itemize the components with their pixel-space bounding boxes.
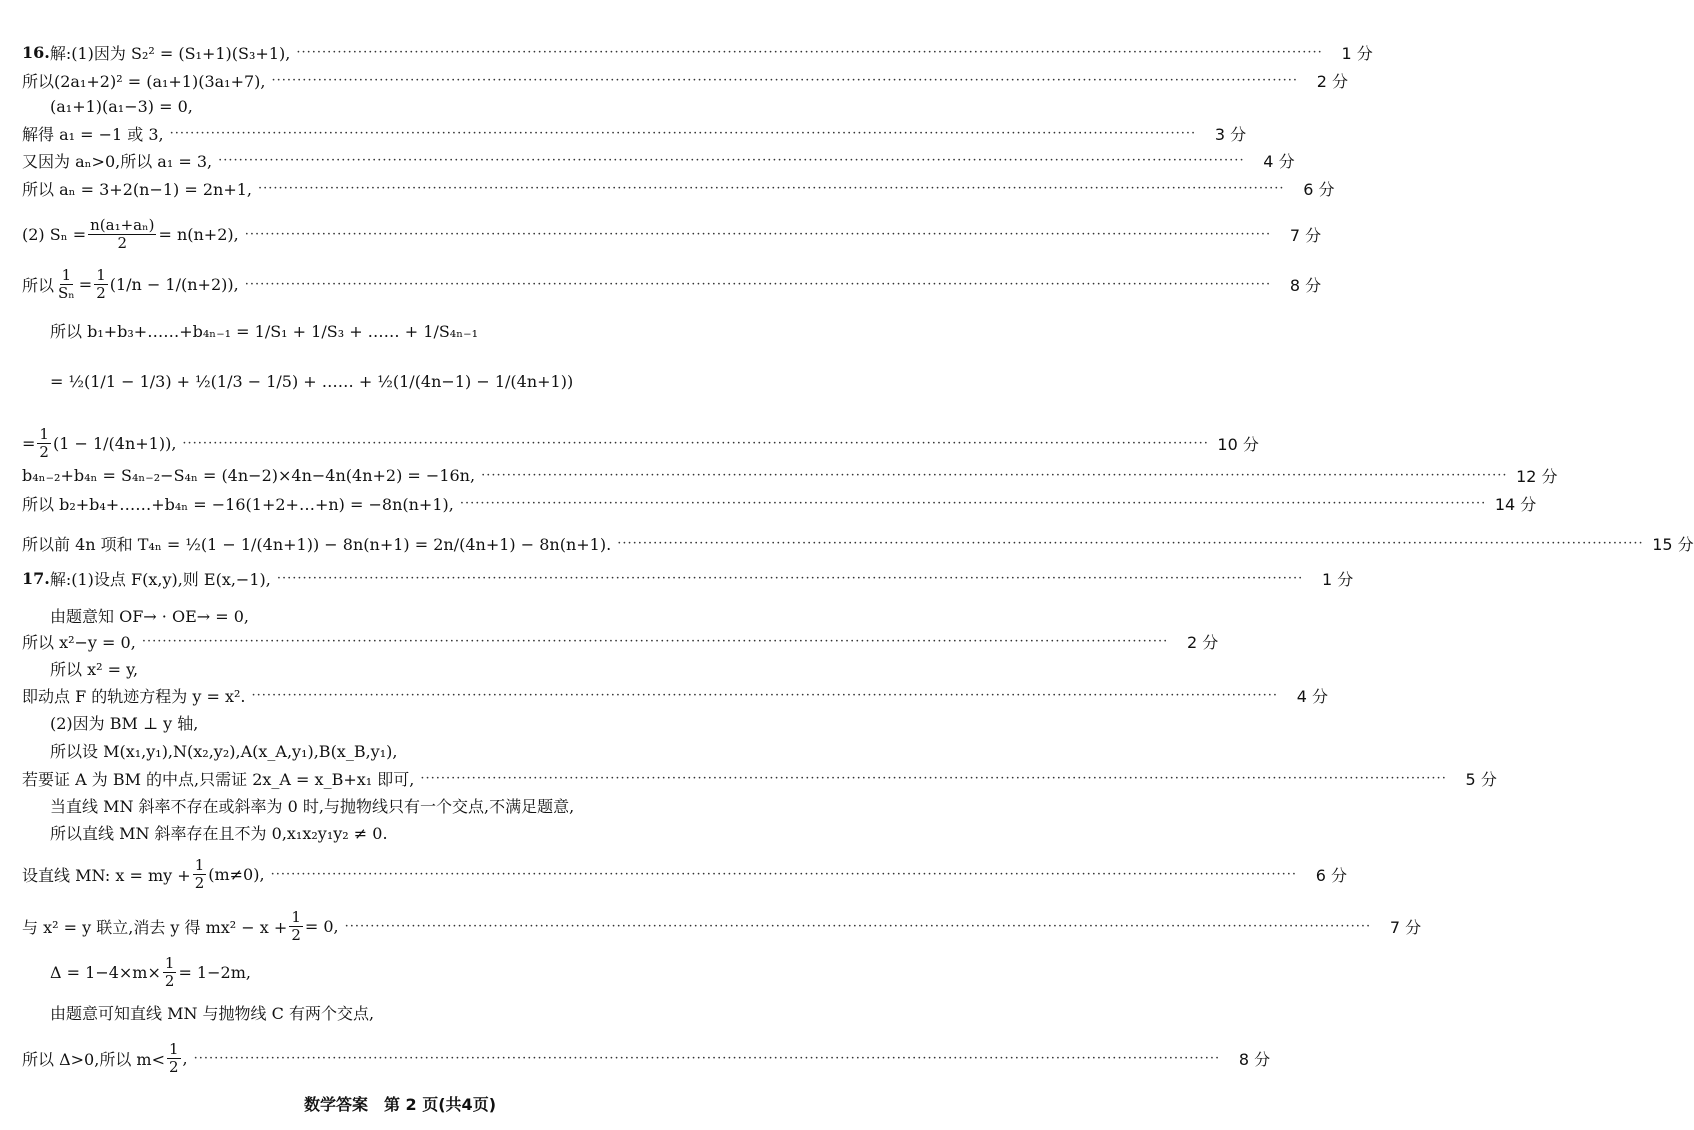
answer-line: [22, 69, 1348, 92]
score-mark: 4 分: [1296, 687, 1328, 706]
equation-text: [22, 426, 176, 462]
fraction-denominator: 2: [39, 443, 49, 462]
equation-suffix: ,: [182, 1049, 188, 1069]
answer-line: [22, 492, 1537, 515]
equation-text: [22, 177, 252, 200]
equation-text: [22, 857, 265, 893]
equation-text: [22, 767, 414, 790]
answer-line: [22, 319, 774, 342]
dot-leader: ········································································································································································································: [258, 181, 1285, 196]
answer-line: [22, 630, 1219, 653]
score-mark: 6 分: [1303, 180, 1335, 199]
equation-text: [50, 794, 574, 817]
score-mark: 8 分: [1289, 276, 1322, 296]
equation-text: [50, 739, 397, 762]
score-mark: 3 分: [1214, 125, 1247, 144]
equation-suffix: = 0,: [304, 917, 339, 937]
dot-leader: ········································································································································································································: [481, 468, 1508, 483]
score-mark: 14 分: [1494, 495, 1537, 514]
equation-text: [22, 466, 475, 485]
fraction-numerator: 1: [96, 266, 106, 284]
line-text: 解:(1)设点 F(x,y),则 E(x,−1),: [49, 570, 271, 589]
equation-suffix: = n(n+2),: [158, 225, 239, 245]
line-text: 所以 b₁+b₃+……+b₄ₙ₋₁ = 1/S₁ + 1/S₃ + …… + 1/S₄ₙ₋₁: [50, 322, 478, 341]
fraction-denominator: 2: [194, 874, 205, 893]
dot-leader: ········································································································································································································: [244, 227, 1272, 243]
equation-prefix: 所以 Δ>0,所以 m<: [22, 1050, 165, 1070]
answer-line: [22, 955, 774, 991]
fraction: [56, 267, 77, 303]
score-mark: 15 分: [1652, 535, 1694, 554]
dot-leader: ········································································································································································································: [344, 919, 1372, 935]
answer-line: [22, 464, 1558, 487]
equation-prefix: 设直线 MN: x = my +: [22, 866, 191, 886]
dot-leader: ········································································································································································································: [251, 688, 1278, 703]
answer-line: [22, 821, 774, 844]
equation-middle: =: [78, 275, 93, 295]
dot-leader: ········································································································································································································: [420, 771, 1447, 786]
line-text: 所以设 M(x₁,y₁),N(x₂,y₂),A(x_A,y₁),B(x_B,y₁),: [50, 742, 398, 761]
line-text: 所以(2a₁+2)² = (a₁+1)(3a₁+7),: [22, 72, 266, 91]
answer-line: [22, 97, 774, 116]
equation-text: [22, 492, 454, 515]
equation-text: [50, 604, 249, 627]
equation-prefix: 与 x² = y 联立,消去 y 得 mx² − x +: [22, 918, 288, 938]
equation-text: [22, 267, 239, 303]
answer-line: [22, 1001, 774, 1024]
fraction: [163, 955, 177, 991]
line-text: 所以 x²−y = 0,: [22, 633, 136, 652]
answer-line: [22, 604, 774, 627]
dot-leader: ········································································································································································································: [276, 571, 1304, 586]
equation-text: [50, 1001, 374, 1024]
dot-leader: ········································································································································································································: [617, 536, 1644, 551]
equation-text: [50, 657, 138, 680]
line-text: 即动点 F 的轨迹方程为 y = x².: [22, 687, 246, 706]
answer-line: [22, 739, 774, 762]
dot-leader: ········································································································································································································: [271, 73, 1298, 88]
line-text: 由题意可知直线 MN 与抛物线 C 有两个交点,: [50, 1004, 375, 1023]
score-mark: 8 分: [1238, 1050, 1271, 1070]
equation-suffix: (m≠0),: [208, 865, 265, 885]
line-text: 由题意知 OF→ · OE→ = 0,: [50, 607, 250, 626]
fraction: [88, 217, 156, 253]
equation-text: [50, 319, 478, 342]
equation-prefix: Δ = 1−4×m×: [50, 963, 161, 983]
answer-line: [22, 122, 1247, 145]
dot-leader: ········································································································································································································: [270, 867, 1298, 883]
line-text: 所以前 4n 项和 T₄ₙ = ½(1 − 1/(4n+1)) − 8n(n+1) = 2n/(4n+1) − 8n(n+1).: [22, 535, 612, 554]
dot-leader: ········································································································································································································: [169, 126, 1197, 141]
fraction: [289, 909, 303, 945]
fraction: [193, 857, 207, 893]
answer-line: [22, 908, 1422, 945]
line-text: 解:(1)因为 S₂² = (S₁+1)(S₃+1),: [49, 44, 291, 63]
answer-line: [22, 372, 774, 391]
page-footer: 数学答案 第 2 页(共4页): [303, 1095, 497, 1114]
answer-line: [22, 266, 1322, 303]
fraction: [94, 267, 108, 303]
equation-text: [22, 630, 136, 653]
equation-text: [22, 122, 164, 145]
line-text: 又因为 aₙ>0,所以 a₁ = 3,: [22, 152, 213, 171]
line-text: 若要证 A 为 BM 的中点,只需证 2x_A = x_B+x₁ 即可,: [22, 770, 415, 789]
equation-suffix: = 1−2m,: [178, 963, 251, 983]
fraction-denominator: 2: [168, 1058, 179, 1077]
answer-line: [22, 1040, 1271, 1077]
equation-text: [22, 149, 212, 172]
answer-line: [22, 41, 1373, 64]
equation-prefix: 所以: [22, 276, 55, 296]
equation-text: [50, 711, 198, 734]
equation-suffix: (1/n − 1/(n+2)),: [109, 275, 239, 295]
line-text: = ½(1/1 − 1/3) + ½(1/3 − 1/5) + …… + ½(1/(4n−1) − 1/(4n+1)): [50, 372, 574, 391]
equation-text: [50, 821, 388, 844]
line-text: (a₁+1)(a₁−3) = 0,: [50, 97, 193, 116]
fraction-numerator: 1: [164, 954, 175, 972]
line-text: 所以 x² = y,: [50, 660, 139, 679]
equation-text: [22, 684, 246, 707]
dot-leader: ········································································································································································································: [459, 496, 1487, 511]
fraction-numerator: 1: [168, 1040, 179, 1058]
score-mark: 4 分: [1263, 152, 1295, 171]
fraction: [37, 426, 51, 462]
score-mark: 6 分: [1315, 866, 1348, 886]
equation-text: [50, 41, 291, 64]
fraction: [167, 1041, 181, 1077]
line-text: 所以 b₂+b₄+……+b₄ₙ = −16(1+2+…+n) = −8n(n+1),: [22, 495, 454, 514]
answer-line: [22, 532, 1694, 555]
answer-line: [22, 767, 1497, 790]
fraction-numerator: 1: [291, 908, 301, 926]
answer-line: [22, 657, 774, 680]
fraction-denominator: 2: [164, 972, 175, 991]
equation-prefix: =: [22, 434, 36, 454]
dot-leader: ········································································································································································································: [141, 634, 1169, 649]
fraction-numerator: 1: [61, 266, 72, 284]
line-text: b₄ₙ₋₂+b₄ₙ = S₄ₙ₋₂−S₄ₙ = (4n−2)×4n−4n(4n+2) = −16n,: [22, 466, 476, 485]
answer-line: [22, 216, 1322, 253]
fraction-denominator: Sₙ: [58, 284, 75, 303]
fraction-numerator: n(a₁+aₙ): [90, 216, 155, 234]
question-number: 16.: [22, 43, 50, 62]
answer-line: [22, 711, 774, 734]
dot-leader: ········································································································································································································: [218, 153, 1245, 168]
line-text: 解得 a₁ = −1 或 3,: [22, 125, 164, 144]
equation-text: [50, 567, 271, 590]
equation-text: [22, 217, 239, 253]
answer-line: [22, 684, 1328, 707]
equation-text: [22, 69, 266, 92]
equation-text: [22, 532, 611, 555]
fraction-denominator: 2: [96, 284, 106, 303]
dot-leader: ········································································································································································································: [296, 45, 1323, 60]
equation-text: [50, 372, 573, 391]
fraction-denominator: 2: [117, 234, 128, 253]
fraction-numerator: 1: [39, 425, 49, 443]
dot-leader: ········································································································································································································: [244, 277, 1272, 293]
score-mark: 1 分: [1341, 44, 1373, 63]
equation-text: [22, 909, 339, 945]
equation-suffix: (1 − 1/(4n+1)),: [52, 434, 177, 454]
line-text: 所以 aₙ = 3+2(n−1) = 2n+1,: [22, 180, 253, 199]
fraction-denominator: 2: [291, 926, 301, 945]
dot-leader: ········································································································································································································: [182, 436, 1209, 452]
equation-text: [22, 1041, 188, 1077]
answer-line: [22, 856, 1348, 893]
score-mark: 2 分: [1187, 633, 1219, 652]
score-mark: 2 分: [1316, 72, 1348, 91]
score-mark: 5 分: [1465, 770, 1497, 789]
score-mark: 7 分: [1289, 226, 1322, 246]
line-text: (2)因为 BM ⊥ y 轴,: [50, 714, 199, 733]
answer-line: [22, 794, 774, 817]
line-text: 所以直线 MN 斜率存在且不为 0,x₁x₂y₁y₂ ≠ 0.: [50, 824, 388, 843]
equation-text: [50, 955, 251, 991]
dot-leader: ········································································································································································································: [193, 1051, 1221, 1067]
question-number: 17.: [22, 569, 50, 588]
line-text: 当直线 MN 斜率不存在或斜率为 0 时,与抛物线只有一个交点,不满足题意,: [50, 797, 575, 816]
fraction-numerator: 1: [194, 856, 205, 874]
score-mark: 1 分: [1322, 570, 1354, 589]
score-mark: 12 分: [1516, 467, 1558, 486]
equation-text: [50, 97, 193, 116]
answer-line: [22, 425, 1259, 462]
equation-prefix: (2) Sₙ =: [22, 225, 87, 245]
answer-line: [22, 177, 1335, 200]
answer-line: [22, 149, 1295, 172]
score-mark: 10 分: [1217, 435, 1259, 455]
score-mark: 7 分: [1389, 918, 1422, 938]
answer-line: [22, 567, 1354, 590]
